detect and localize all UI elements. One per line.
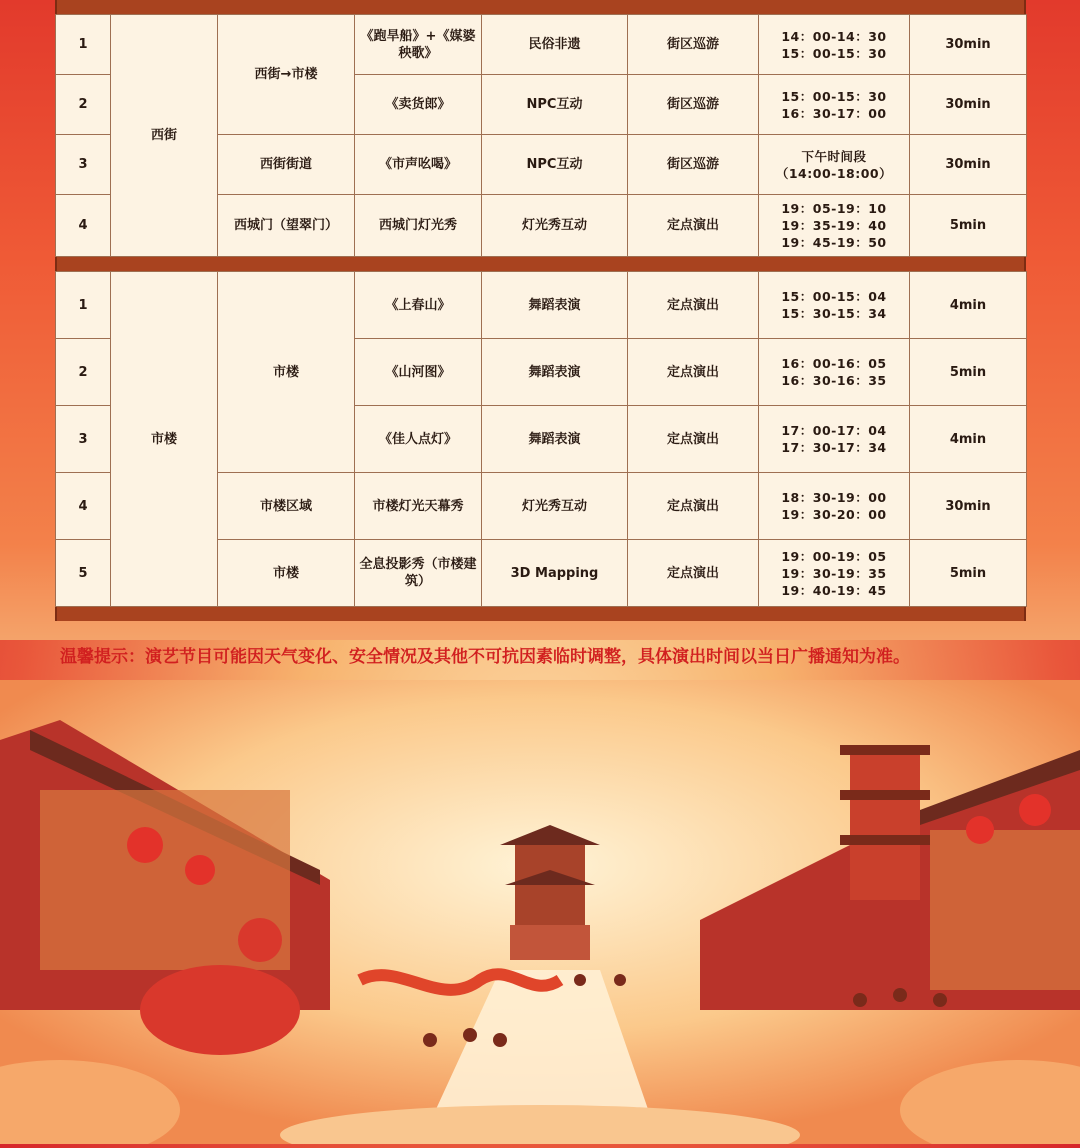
type-cell: 民俗非遗 [482,15,628,75]
time-line: 15：00-15：04 [781,289,887,304]
section-divider [55,0,1026,14]
row-number: 2 [56,75,111,135]
table-row [56,272,1027,339]
time-line: 19：35-19：40 [781,218,887,233]
schedule-section-xijie [55,14,1027,257]
time-line: 19：40-19：45 [781,582,887,598]
duration-cell: 4min [910,272,1027,339]
form-cell: 定点演出 [628,473,759,540]
row-number: 4 [56,195,111,257]
form-cell: 定点演出 [628,339,759,406]
duration-cell: 30min [910,75,1027,135]
row-number: 1 [56,272,111,339]
row-number: 3 [56,406,111,473]
row-number: 5 [56,540,111,607]
program-cell: 《佳人点灯》 [355,406,482,473]
times-cell [759,473,910,540]
times-cell [759,195,910,257]
location-cell: 西街街道 [218,135,355,195]
program-cell: 《跑旱船》+《媒婆秧歌》 [355,15,482,75]
area-cell: 市楼 [111,272,218,607]
notice-text: 温馨提示：演艺节目可能因天气变化、安全情况及其他不可抗因素临时调整，具体演出时间以当日广播通知为准。 [60,647,910,667]
times-cell [759,15,910,75]
location-cell: 西城门（望翠门） [218,195,355,257]
type-cell: 舞蹈表演 [482,406,628,473]
section-divider [55,607,1026,621]
program-cell: 全息投影秀（市楼建筑） [355,540,482,607]
time-line: 19：30-19：35 [781,565,887,581]
time-line: 19：05-19：10 [781,201,887,216]
program-cell: 《市声吆喝》 [355,135,482,195]
schedule-table [55,0,1026,621]
form-cell: 街区巡游 [628,15,759,75]
time-line: 16：30-16：35 [781,373,887,388]
times-cell [759,540,910,607]
location-cell: 西街→市楼 [218,15,355,135]
time-line: 17：30-17：34 [781,440,887,455]
location-cell: 市楼 [218,272,355,473]
program-cell: 市楼灯光天幕秀 [355,473,482,540]
time-line: 15：00-15：30 [781,45,887,61]
time-line: 18：30-19：00 [781,490,887,505]
street-scene-illustration [0,680,1080,1144]
location-cell: 市楼 [218,540,355,607]
time-line: 17：00-17：04 [781,423,887,438]
form-cell: 定点演出 [628,540,759,607]
duration-cell: 30min [910,473,1027,540]
row-number: 1 [56,15,111,75]
program-cell: 《山河图》 [355,339,482,406]
times-cell [759,406,910,473]
times-cell [759,75,910,135]
program-cell: 《卖货郎》 [355,75,482,135]
type-cell: 灯光秀互动 [482,473,628,540]
time-line: （14:00-18:00） [775,165,893,181]
duration-cell: 5min [910,540,1027,607]
times-cell [759,272,910,339]
schedule-section-shilou [55,271,1027,607]
area-cell: 西街 [111,15,218,257]
form-cell: 街区巡游 [628,75,759,135]
table-row [56,15,1027,75]
time-line: 19：45-19：50 [781,235,887,250]
time-line: 14：00-14：30 [781,28,887,44]
location-cell: 市楼区域 [218,473,355,540]
row-number: 2 [56,339,111,406]
duration-cell: 5min [910,339,1027,406]
time-line: 19：30-20：00 [781,507,887,522]
type-cell: 灯光秀互动 [482,195,628,257]
type-cell: 舞蹈表演 [482,272,628,339]
form-cell: 定点演出 [628,195,759,257]
row-number: 3 [56,135,111,195]
time-line: 15：30-15：34 [781,306,887,321]
duration-cell: 30min [910,15,1027,75]
times-cell [759,339,910,406]
festival-illustration [0,680,1080,1144]
row-number: 4 [56,473,111,540]
program-cell: 《上春山》 [355,272,482,339]
time-line: 16：30-17：00 [781,105,887,121]
section-divider [55,257,1026,271]
duration-cell: 4min [910,406,1027,473]
form-cell: 定点演出 [628,272,759,339]
type-cell: NPC互动 [482,75,628,135]
type-cell: 舞蹈表演 [482,339,628,406]
form-cell: 街区巡游 [628,135,759,195]
times-cell [759,135,910,195]
duration-cell: 30min [910,135,1027,195]
time-line: 16：00-16：05 [781,356,887,371]
time-line: 15：00-15：30 [781,88,887,104]
program-cell: 西城门灯光秀 [355,195,482,257]
type-cell: NPC互动 [482,135,628,195]
type-cell: 3D Mapping [482,540,628,607]
form-cell: 定点演出 [628,406,759,473]
duration-cell: 5min [910,195,1027,257]
time-line: 下午时间段 [801,148,867,164]
time-line: 19：00-19：05 [781,548,887,564]
